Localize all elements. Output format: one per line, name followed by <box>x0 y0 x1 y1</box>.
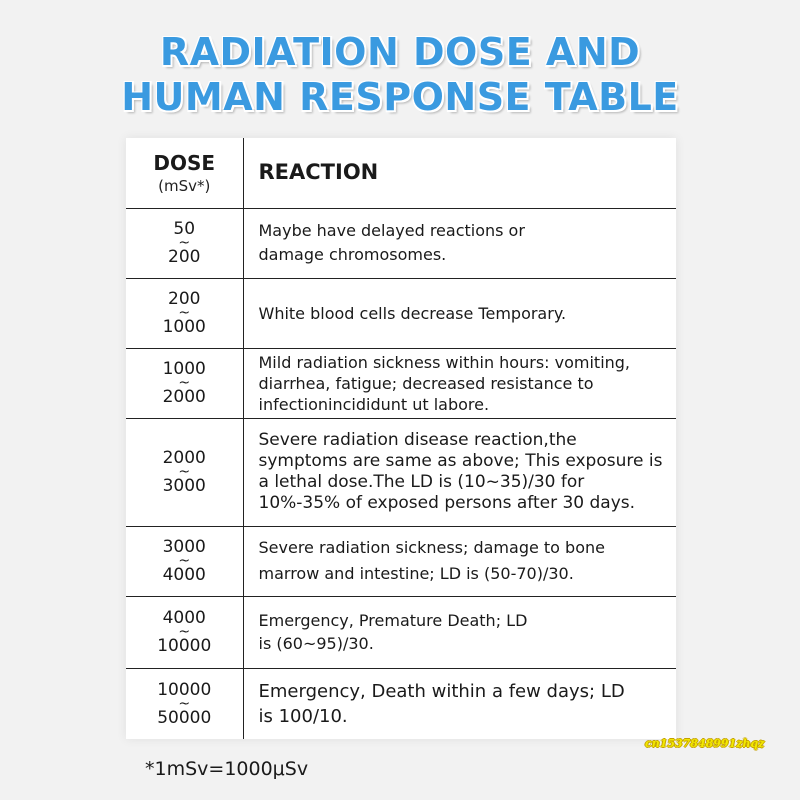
dose-high: 1000 <box>162 317 206 337</box>
dose-cell <box>126 668 243 739</box>
dose-separator: ~ <box>178 624 191 640</box>
dose-cell <box>126 278 243 348</box>
reaction-text: Emergency, Death within a few days; LD is 100/10. <box>258 680 625 727</box>
header-dose-cell <box>126 138 243 208</box>
table-row <box>126 278 676 348</box>
reaction-text: Mild radiation sickness within hours: vomiting, diarrhea, fatigue; decreased resistance to infectionincididunt ut labore. <box>258 352 631 414</box>
table-row <box>126 596 676 668</box>
dose-high: 2000 <box>162 387 206 407</box>
header-dose: DOSE <box>153 150 216 175</box>
dose-separator: ~ <box>178 464 191 480</box>
dose-high: 200 <box>168 247 201 267</box>
title-line-2: HUMAN RESPONSE TABLE <box>121 75 679 119</box>
dose-low: 3000 <box>162 537 206 557</box>
reaction-text: Emergency, Premature Death; LD is (60~95)/30. <box>258 611 528 653</box>
table-row <box>126 668 676 739</box>
reaction-cell <box>243 668 676 739</box>
header-unit: (mSv*) <box>158 176 211 195</box>
dose-low: 1000 <box>162 359 206 379</box>
reaction-cell <box>243 418 676 526</box>
dose-low: 4000 <box>162 608 206 628</box>
unit-footnote: *1mSv=1000μSv <box>145 758 309 780</box>
dose-separator: ~ <box>178 235 191 251</box>
dose-low: 200 <box>168 289 201 309</box>
dose-high: 50000 <box>157 707 212 728</box>
reaction-text: Severe radiation disease reaction,the symptoms are same as above; This exposure is a lethal dose.The LD is (10~35)/30 for 10%-35% of exposed persons after 30 days. <box>258 430 663 513</box>
dose-high: 10000 <box>157 636 212 656</box>
reaction-text: Maybe have delayed reactions or damage chromosomes. <box>258 221 525 264</box>
dose-cell <box>126 348 243 418</box>
dose-cell <box>126 418 243 526</box>
table-row <box>126 348 676 418</box>
header-reaction: REACTION <box>258 159 379 184</box>
header-reaction-cell <box>243 138 676 208</box>
reaction-cell <box>243 596 676 668</box>
table-row <box>126 526 676 596</box>
reaction-cell <box>243 208 676 278</box>
dose-separator: ~ <box>178 553 191 569</box>
dose-high: 4000 <box>162 565 206 585</box>
dose-cell <box>126 208 243 278</box>
dose-cell <box>126 526 243 596</box>
table-row <box>126 418 676 526</box>
dose-low: 10000 <box>157 679 212 700</box>
page-title <box>0 30 800 120</box>
reaction-text: Severe radiation sickness; damage to bone marrow and intestine; LD is (50-70)/30. <box>258 538 605 583</box>
table-row <box>126 208 676 278</box>
watermark-text: cn1537848991zhqz <box>645 737 765 750</box>
reaction-cell <box>243 348 676 418</box>
dose-high: 3000 <box>162 476 206 496</box>
dose-separator: ~ <box>178 305 191 321</box>
reaction-cell <box>243 278 676 348</box>
dose-low: 2000 <box>162 448 206 468</box>
table-header-row <box>126 138 676 208</box>
dose-cell <box>126 596 243 668</box>
dose-low: 50 <box>173 219 196 239</box>
dose-separator: ~ <box>178 375 191 391</box>
title-line-1: RADIATION DOSE AND <box>159 30 641 74</box>
dose-response-table <box>126 138 676 739</box>
dose-separator: ~ <box>178 695 191 712</box>
reaction-cell <box>243 526 676 596</box>
reaction-text: White blood cells decrease Temporary. <box>258 303 567 323</box>
